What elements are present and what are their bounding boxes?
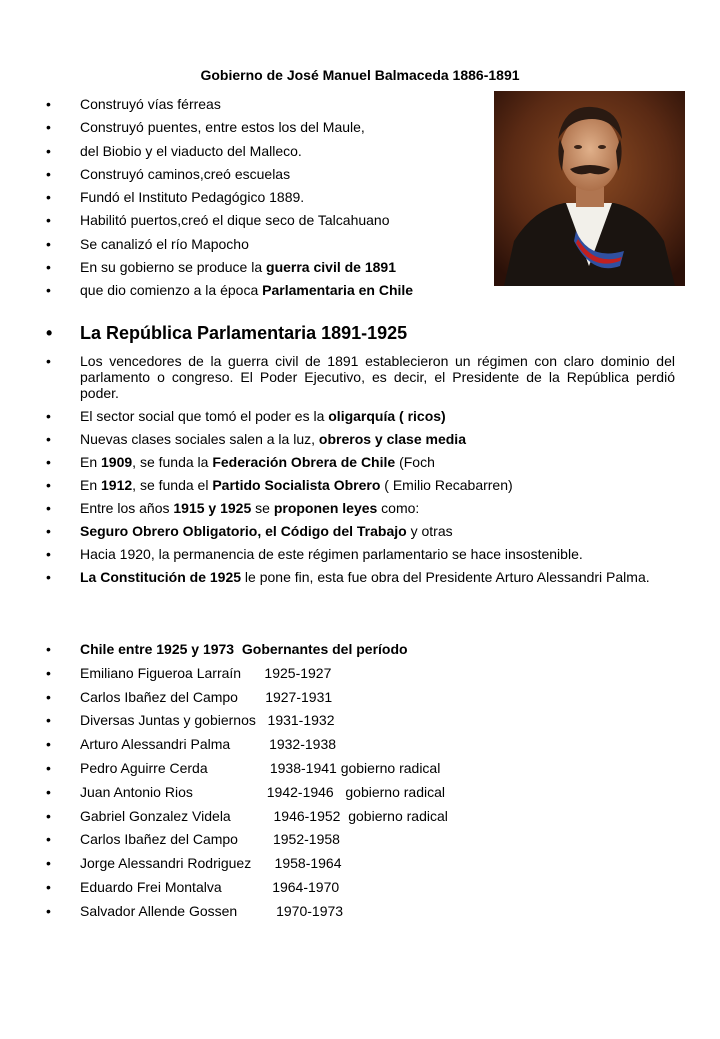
list-item: • En su gobierno se produce la guerra civil de 1891 [46,259,396,276]
list-item: • Emiliano Figueroa Larraín 1925-1927 [46,664,332,681]
page-title: Gobierno de José Manuel Balmaceda 1886-1891 [200,67,520,83]
list-item: • Los vencedores de la guerra civil de 1891 establecieron un régimen con claro dominio del parlamento o congreso. El Poder Ejecutivo, es decir, el Presidente de la República perdió poder. [46,353,675,401]
list-item: • Fundó el Instituto Pedagógico 1889. [46,189,305,206]
list-item: • Arturo Alessandri Palma 1932-1938 [46,736,337,753]
list-item: • Eduardo Frei Montalva 1964-1970 [46,878,340,895]
list-item: • Gabriel Gonzalez Videla 1946-1952 gobierno radical [46,807,448,824]
list-item: • del Biobio y el viaducto del Malleco. [46,142,302,159]
list-item: • Hacia 1920, la permanencia de este régimen parlamentario se hace insostenible. [46,546,583,562]
list-item: • Nuevas clases sociales salen a la luz, obreros y clase media [46,431,466,447]
list-item: • Seguro Obrero Obligatorio, el Código del Trabajo y otras [46,523,453,539]
gobernantes-list [44,641,675,927]
balmaceda-list [44,96,464,306]
republica-heading: • La República Parlamentaria 1891-1925 [46,323,408,343]
list-item: • Construyó vías férreas [46,96,221,112]
republica-list [44,353,675,592]
list-item: • Jorge Alessandri Rodriguez 1958-1964 [46,855,342,872]
list-item: • Entre los años 1915 y 1925 se proponen leyes como: [46,500,420,516]
list-item: • Chile entre 1925 y 1973 Gobernantes del período [46,641,408,657]
list-item: • El sector social que tomó el poder es la oligarquía ( ricos) [46,408,446,424]
list-item: • Se canalizó el río Mapocho [46,235,249,252]
list-item: • Construyó puentes, entre estos los del Maule, [46,119,365,136]
list-item: • Carlos Ibañez del Campo 1952-1958 [46,831,340,848]
list-item: • Salvador Allende Gossen 1970-1973 [46,902,344,919]
list-item: • Habilitó puertos,creó el dique seco de Talcahuano [46,212,390,229]
list-item: • En 1909, se funda la Federación Obrera de Chile (Foch [46,454,435,470]
list-item: • La Constitución de 1925 le pone fin, esta fue obra del Presidente Arturo Alessandri Palma. [46,569,650,585]
list-item: • Diversas Juntas y gobiernos 1931-1932 [46,712,335,729]
list-item: • Carlos Ibañez del Campo 1927-1931 [46,688,333,705]
list-item: • En 1912, se funda el Partido Socialista Obrero ( Emilio Recabarren) [46,477,513,493]
list-item: • Construyó caminos,creó escuelas [46,165,291,182]
balmaceda-portrait [494,91,685,286]
list-item: • que dio comienzo a la época Parlamentaria en Chile [46,282,414,299]
list-item: • Pedro Aguirre Cerda 1938-1941 gobierno radical [46,759,441,776]
list-item: • Juan Antonio Rios 1942-1946 gobierno radical [46,783,445,800]
